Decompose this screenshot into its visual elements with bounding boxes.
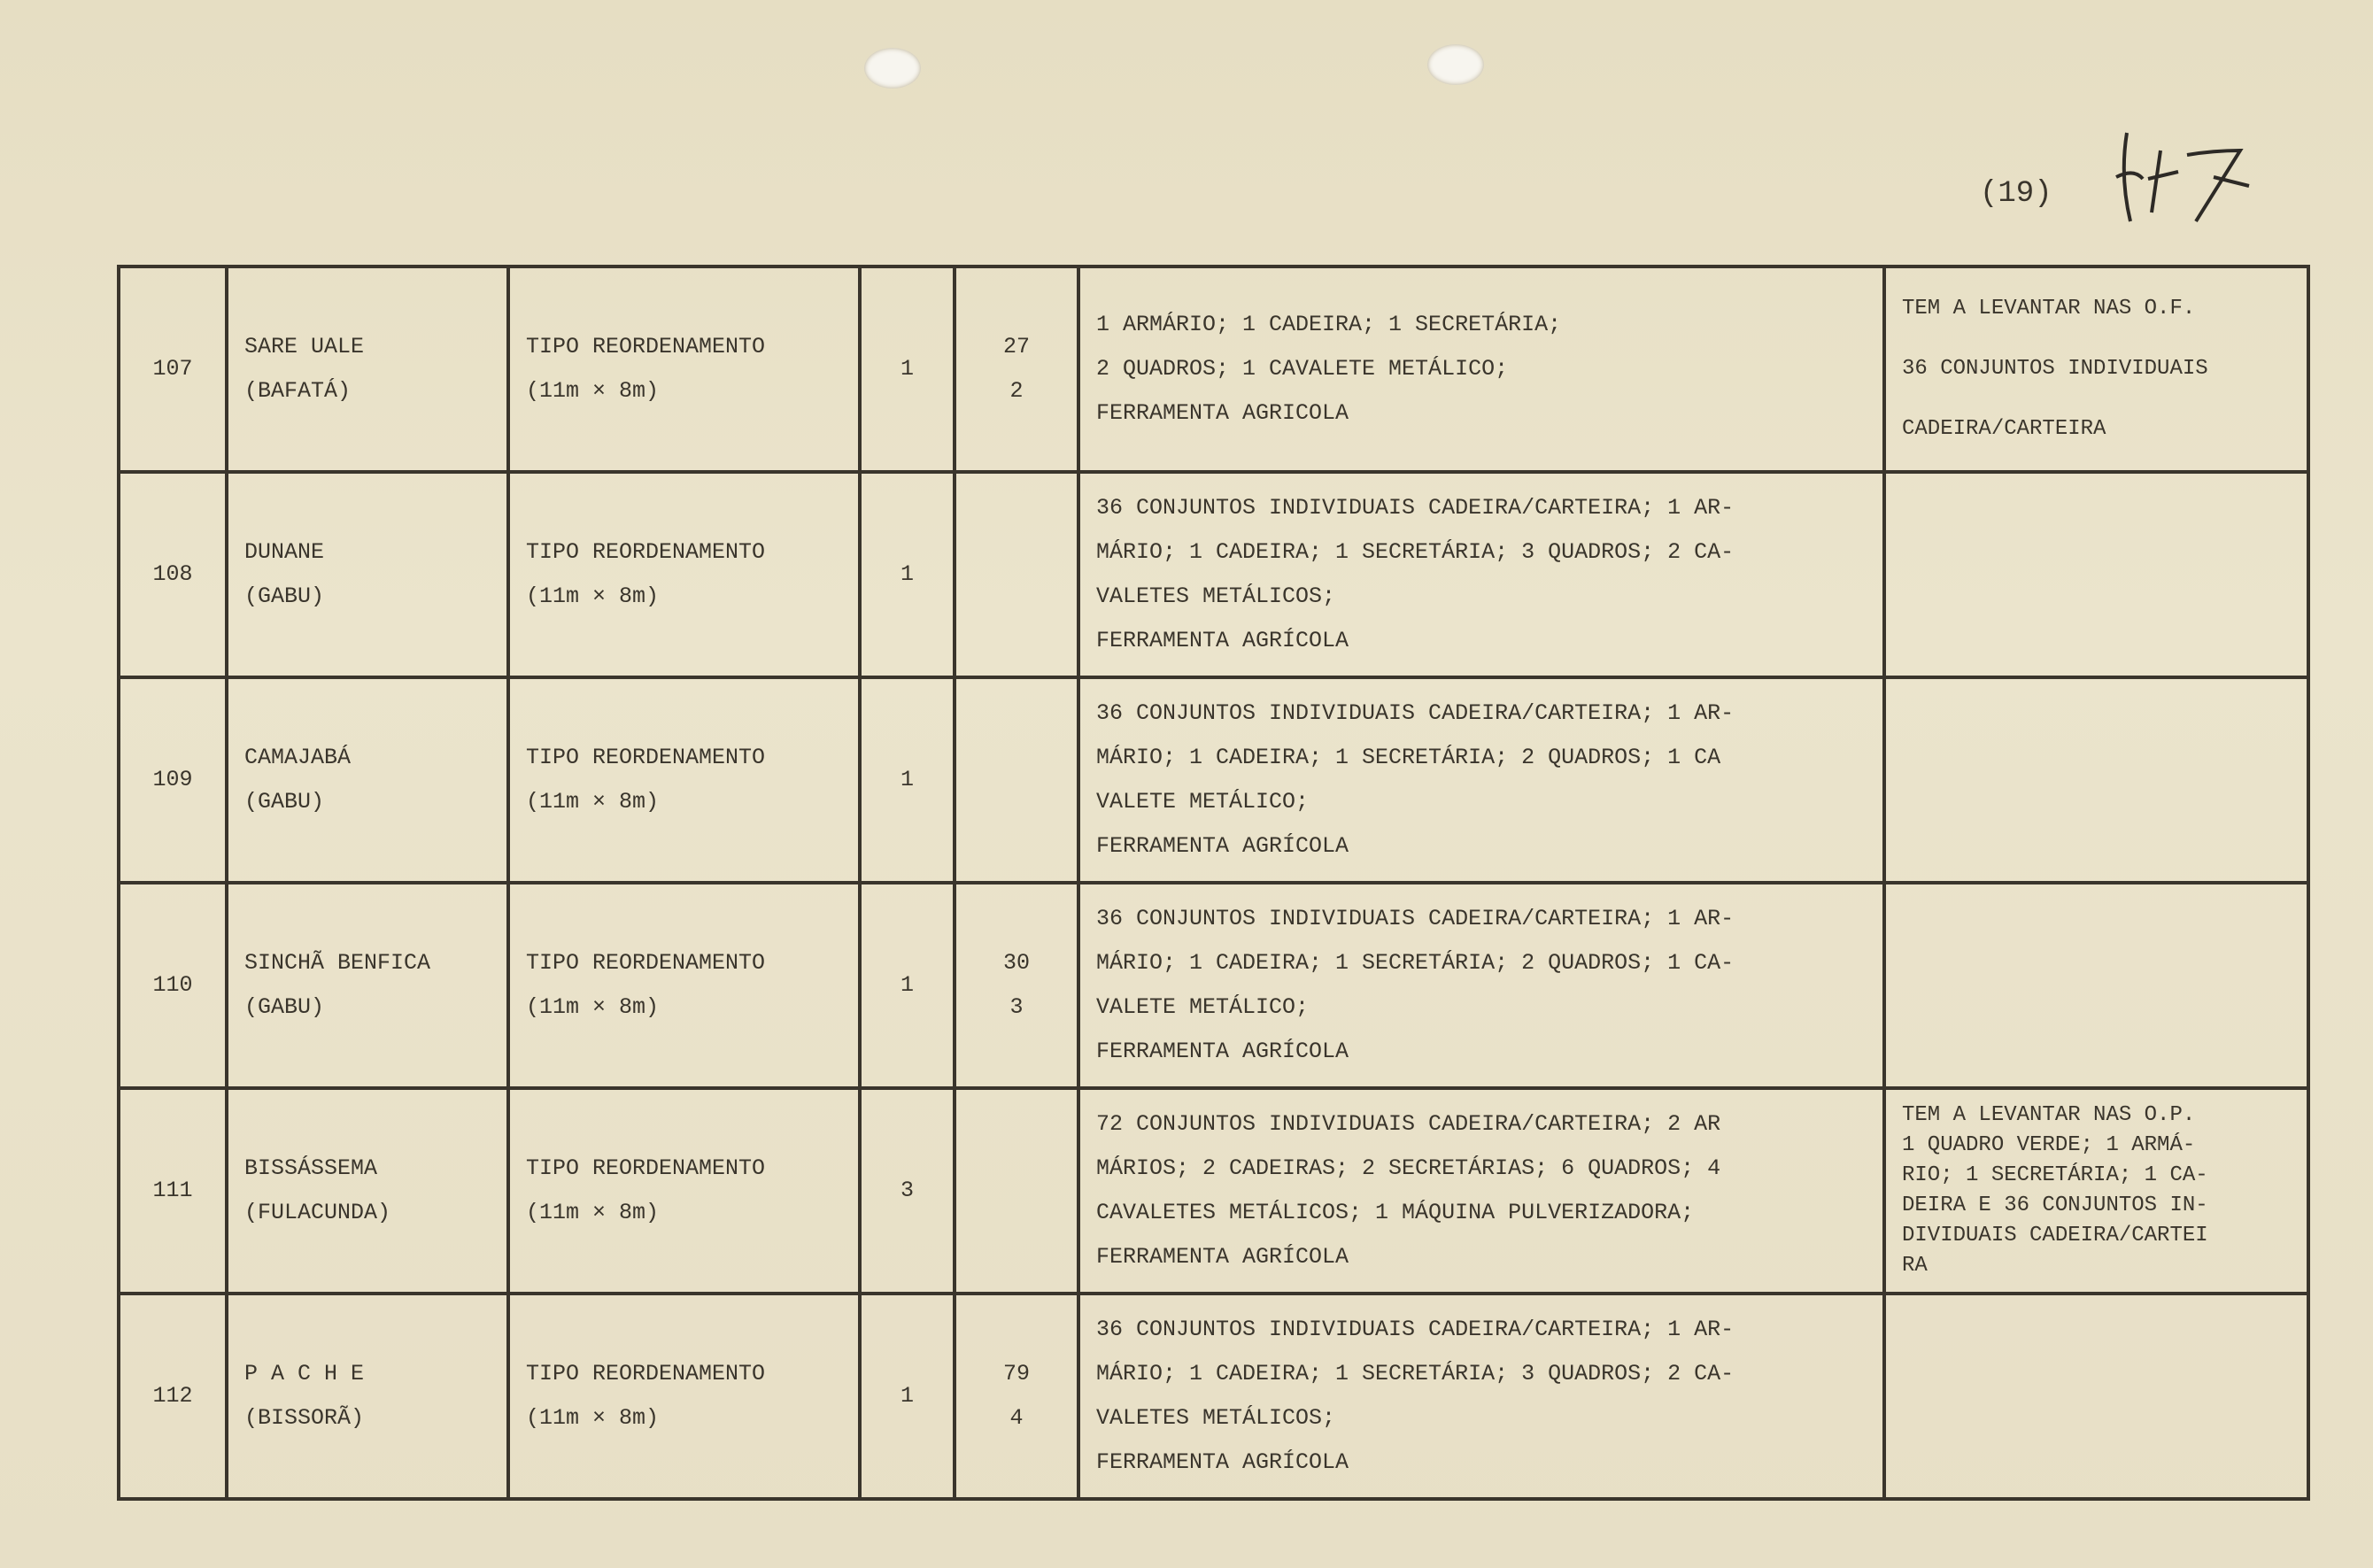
row-number: 109	[119, 677, 227, 883]
equipment-list: 1 ARMÁRIO; 1 CADEIRA; 1 SECRETÁRIA; 2 QUADROS; 1 CAVALETE METÁLICO; FERRAMENTA AGRICOLA	[1078, 266, 1884, 472]
punch-hole	[864, 48, 921, 89]
remarks: TEM A LEVANTAR NAS O.F. 36 CONJUNTOS INDIVIDUAIS CADEIRA/CARTEIRA	[1884, 266, 2308, 472]
quantity: 1	[860, 883, 955, 1088]
location: SINCHÃ BENFICA (GABU)	[227, 883, 508, 1088]
table-row	[119, 883, 2308, 1088]
row-number: 110	[119, 883, 227, 1088]
row-number: 111	[119, 1088, 227, 1294]
remarks	[1884, 883, 2308, 1088]
building-type: TIPO REORDENAMENTO (11m × 8m)	[508, 266, 860, 472]
table-row	[119, 472, 2308, 677]
table-row	[119, 1294, 2308, 1499]
remarks	[1884, 1294, 2308, 1499]
quantity: 1	[860, 677, 955, 883]
location: P A C H E (BISSORÃ)	[227, 1294, 508, 1499]
quantity: 3	[860, 1088, 955, 1294]
remarks	[1884, 472, 2308, 677]
building-type: TIPO REORDENAMENTO (11m × 8m)	[508, 472, 860, 677]
equipment-list: 36 CONJUNTOS INDIVIDUAIS CADEIRA/CARTEIRA; 1 AR- MÁRIO; 1 CADEIRA; 1 SECRETÁRIA; 2 QUADROS; 1 CA VALETE METÁLICO; FERRAMENTA AGRÍCOLA	[1078, 677, 1884, 883]
quantity: 1	[860, 266, 955, 472]
equipment-list: 36 CONJUNTOS INDIVIDUAIS CADEIRA/CARTEIRA; 1 AR- MÁRIO; 1 CADEIRA; 1 SECRETÁRIA; 3 QUADROS; 2 CA- VALETES METÁLICOS; FERRAMENTA AGRÍCOLA	[1078, 1294, 1884, 1499]
page-number: (19)	[1980, 177, 2052, 211]
location: SARE UALE (BAFATÁ)	[227, 266, 508, 472]
code	[955, 472, 1078, 677]
code: 30 3	[955, 883, 1078, 1088]
code	[955, 1088, 1078, 1294]
building-type: TIPO REORDENAMENTO (11m × 8m)	[508, 1294, 860, 1499]
table-row	[119, 677, 2308, 883]
equipment-list: 72 CONJUNTOS INDIVIDUAIS CADEIRA/CARTEIRA; 2 AR MÁRIOS; 2 CADEIRAS; 2 SECRETÁRIAS; 6 QUADROS; 4 CAVALETES METÁLICOS; 1 MÁQUINA PULVERIZADORA; FERRAMENTA AGRÍCOLA	[1078, 1088, 1884, 1294]
table-row	[119, 266, 2308, 472]
code	[955, 677, 1078, 883]
location: DUNANE (GABU)	[227, 472, 508, 677]
punch-hole	[1427, 44, 1484, 85]
quantity: 1	[860, 472, 955, 677]
building-type: TIPO REORDENAMENTO (11m × 8m)	[508, 1088, 860, 1294]
inventory-table	[117, 265, 2310, 1501]
building-type: TIPO REORDENAMENTO (11m × 8m)	[508, 883, 860, 1088]
quantity: 1	[860, 1294, 955, 1499]
code: 79 4	[955, 1294, 1078, 1499]
code: 27 2	[955, 266, 1078, 472]
row-number: 112	[119, 1294, 227, 1499]
building-type: TIPO REORDENAMENTO (11m × 8m)	[508, 677, 860, 883]
row-number: 108	[119, 472, 227, 677]
equipment-list: 36 CONJUNTOS INDIVIDUAIS CADEIRA/CARTEIRA; 1 AR- MÁRIO; 1 CADEIRA; 1 SECRETÁRIA; 3 QUADROS; 2 CA- VALETES METÁLICOS; FERRAMENTA AGRÍCOLA	[1078, 472, 1884, 677]
location: BISSÁSSEMA (FULACUNDA)	[227, 1088, 508, 1294]
row-number: 107	[119, 266, 227, 472]
location: CAMAJABÁ (GABU)	[227, 677, 508, 883]
remarks: TEM A LEVANTAR NAS O.P. 1 QUADRO VERDE; 1 ARMÁ- RIO; 1 SECRETÁRIA; 1 CA- DEIRA E 36 CONJUNTOS IN- DIVIDUAIS CADEIRA/CARTEI RA	[1884, 1088, 2308, 1294]
equipment-list: 36 CONJUNTOS INDIVIDUAIS CADEIRA/CARTEIRA; 1 AR- MÁRIO; 1 CADEIRA; 1 SECRETÁRIA; 2 QUADROS; 1 CA- VALETE METÁLICO; FERRAMENTA AGRÍCOLA	[1078, 883, 1884, 1088]
remarks	[1884, 677, 2308, 883]
table-row	[119, 1088, 2308, 1294]
handwritten-folio-mark	[2107, 115, 2284, 239]
